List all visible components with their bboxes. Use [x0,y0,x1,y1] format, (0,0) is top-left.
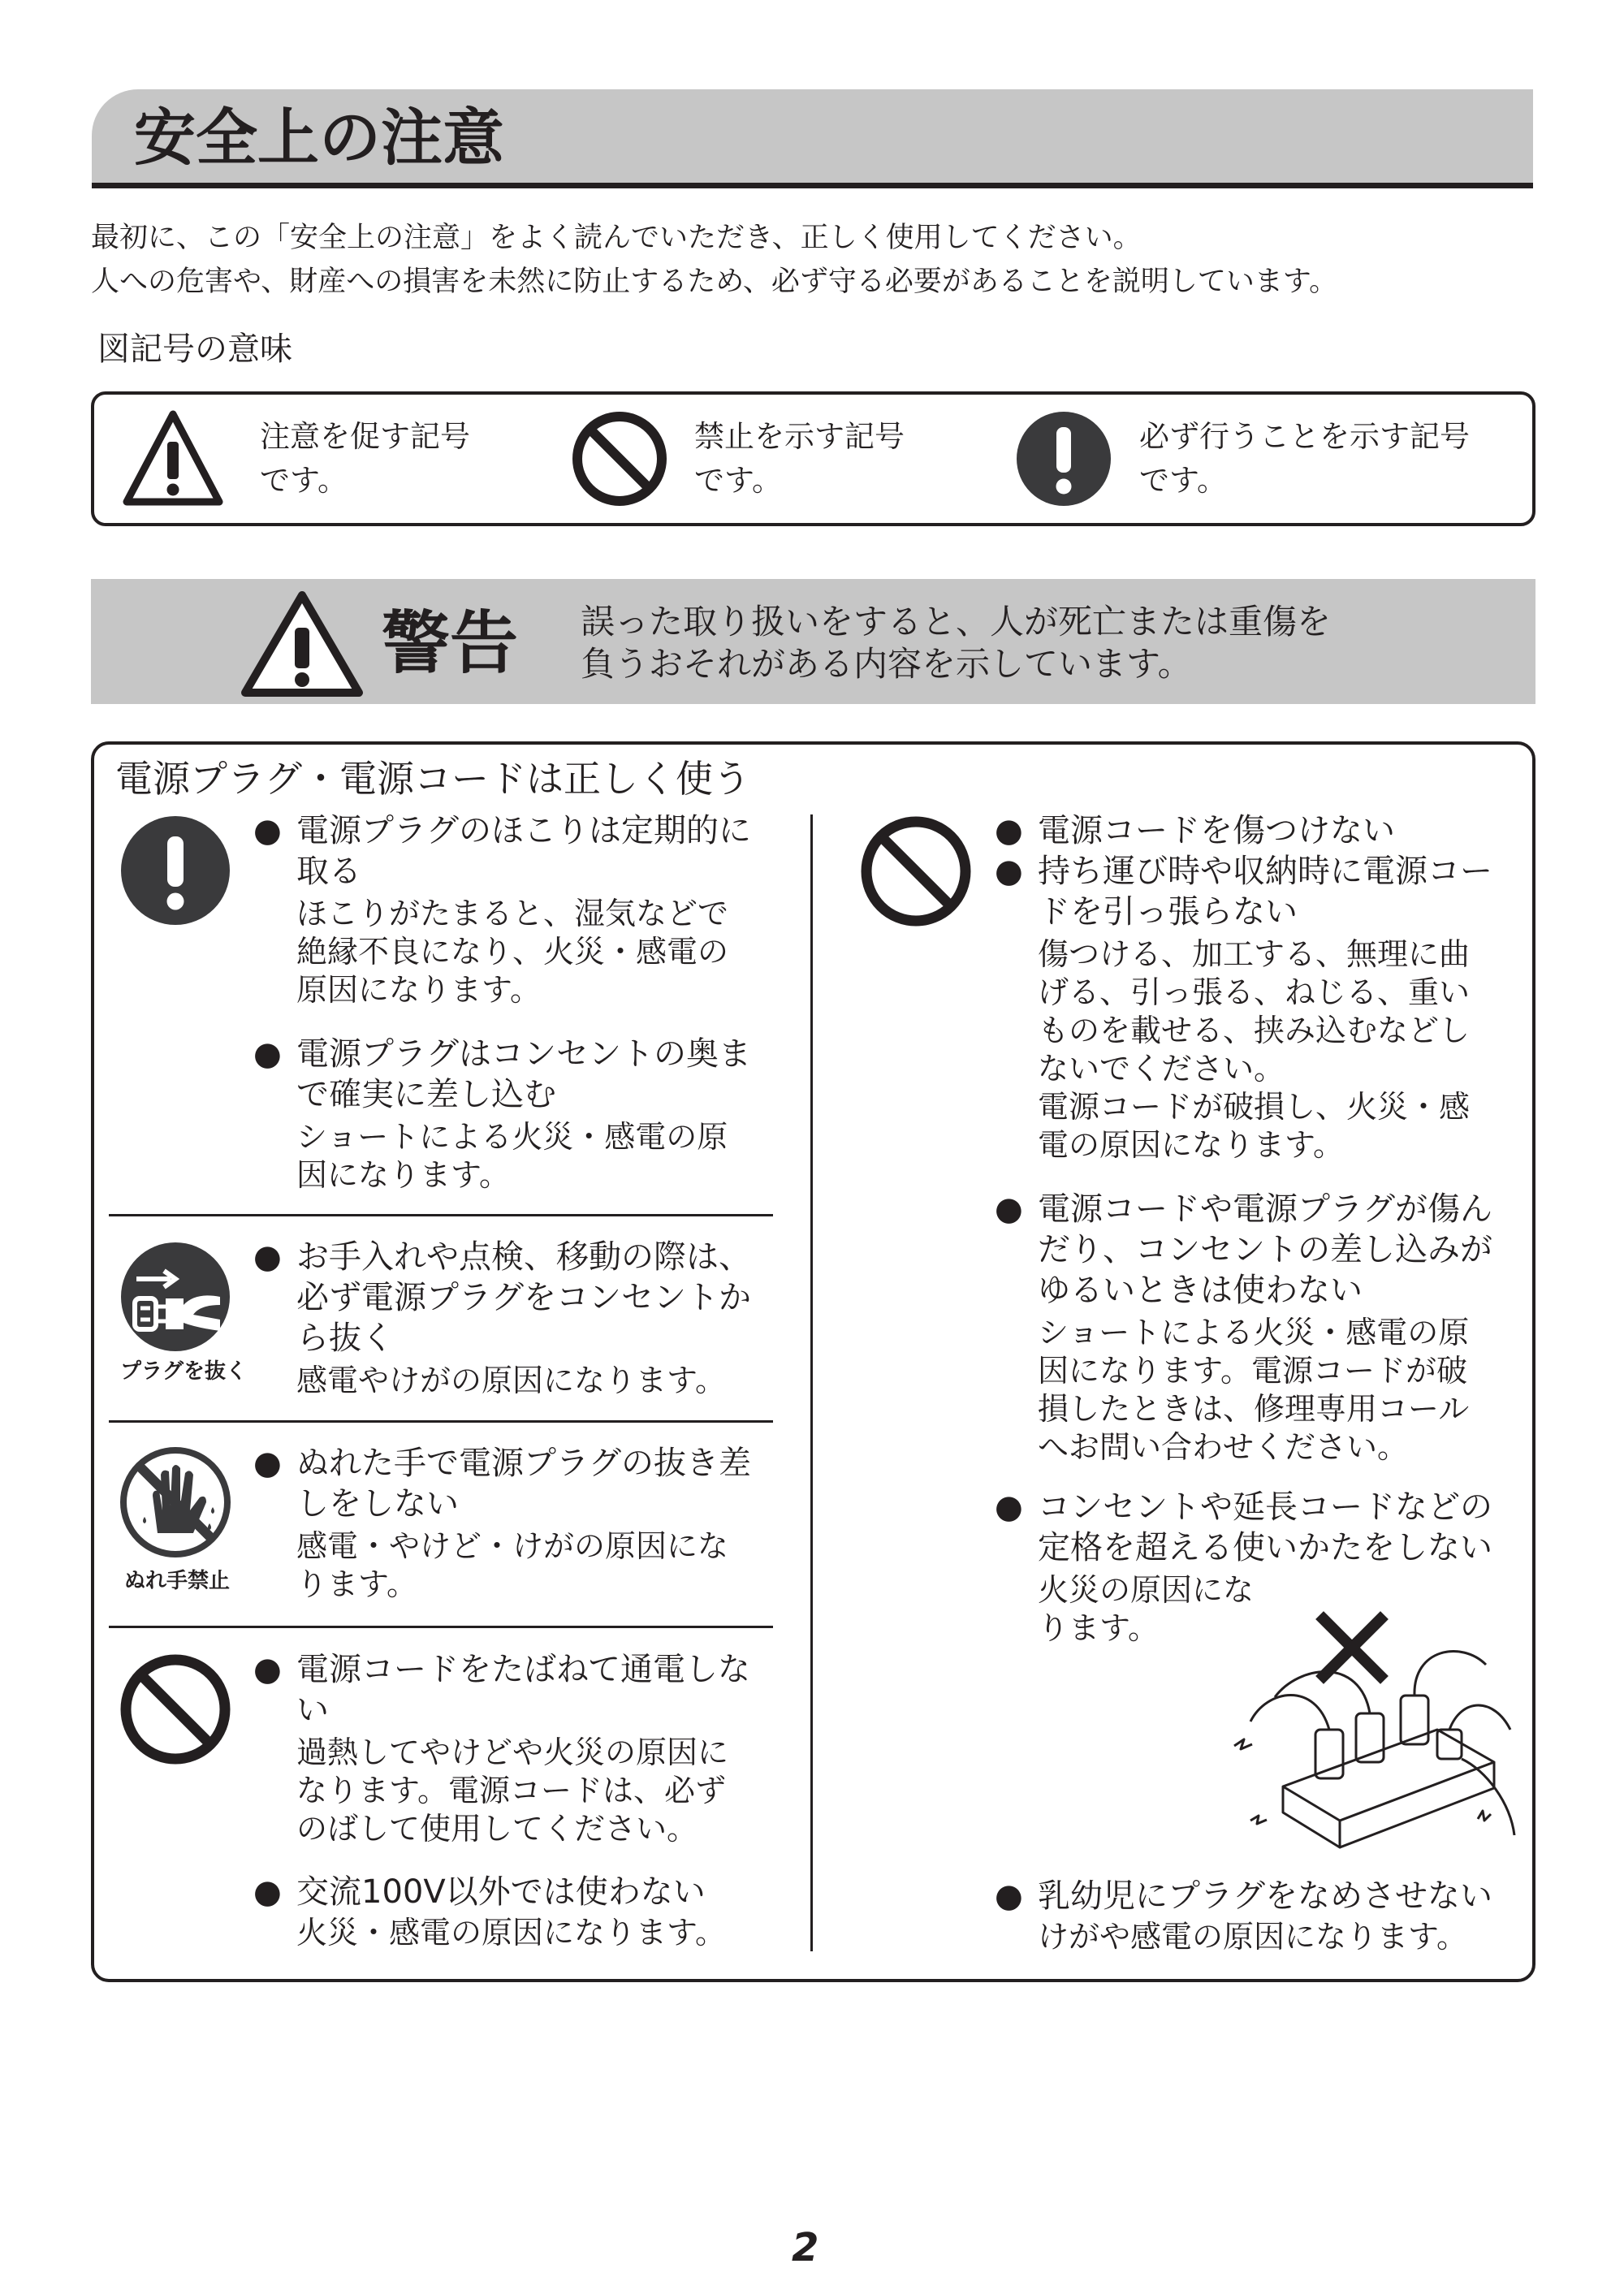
rule-r-item2-text5: 電源コードが破損し、火災・感 [1038,1089,1471,1125]
rule-l4-item2-line1: 交流100V以外では使わない [296,1873,706,1911]
rule-l1-item2-text2: 因になります。 [296,1157,510,1193]
overloaded-power-strip-illustration [1218,1608,1518,1860]
rule-l4-item1-text3: のばして使用してください。 [296,1811,698,1847]
rule-l3-item1-line1: ぬれた手で電源プラグの抜き差 [296,1445,751,1482]
bullet-icon: ● [253,1035,282,1073]
rule-r-item3-line2: だり、コンセントの差し込みが [1038,1231,1492,1268]
rule-l1-item1-text1: ほこりがたまると、湿気などで [296,896,729,931]
bullet-icon: ● [253,1445,282,1482]
rule-r-item2-text1: 傷つける、加工する、無理に曲 [1038,936,1471,972]
prohibition-icon [859,814,973,928]
bullet-icon: ● [253,1873,282,1911]
rule-r-item1-line1: 電源コードを傷つけない [1038,812,1395,849]
page-number: 2 [792,2225,819,2270]
rule-l4-item1-line2: い [296,1691,329,1729]
bullet-icon: ● [995,1190,1023,1228]
rule-r-item2-text3: ものを載せる、挟み込むなどし [1038,1013,1471,1048]
warning-desc-2: 負うおそれがある内容を示しています。 [581,644,1192,684]
symbol-caution-label-1: 注意を促す記号 [260,419,470,454]
intro-line-2: 人への危害や、財産への損害を未然に防止するため、必ず守る必要があることを説明しています。 [91,266,1338,298]
symbol-mandatory-label-1: 必ず行うことを示す記号 [1139,419,1470,454]
rule-l1-item2-text1: ショートによる火災・感電の原 [296,1119,728,1155]
intro-line-1: 最初に、この「安全上の注意」をよく読んでいただき、正しく使用してください。 [91,222,1142,254]
mandatory-icon [1011,406,1116,512]
row-separator [109,1214,773,1216]
bullet-icon: ● [253,1651,282,1688]
symbol-prohibition-label-2: です。 [694,463,783,498]
mandatory-icon [119,814,232,927]
rule-l1-item2-line1: 電源プラグはコンセントの奥ま [296,1035,751,1073]
bullet-icon: ● [995,812,1023,849]
rule-r-item3-text3: 損したときは、修理専用コール [1038,1391,1470,1427]
symbol-prohibition-label-1: 禁止を示す記号 [694,419,905,454]
symbols-heading: 図記号の意味 [97,330,292,368]
bullet-icon: ● [995,853,1023,890]
rule-r-item2-text2: げる、引っ張る、ねじる、重い [1038,974,1471,1010]
rule-r-item4-line1: コンセントや延長コードなどの [1038,1488,1492,1526]
prohibition-icon [119,1652,232,1766]
rule-r-item3-text2: 因になります。電源コードが破 [1038,1353,1467,1389]
rule-l3-item1-line2: しをしない [296,1485,459,1523]
rule-l4-item1-line1: 電源コードをたばねて通電しな [296,1651,750,1688]
rule-r-item2-text4: ないでください。 [1038,1051,1285,1087]
rule-r-item4-text1: 火災の原因にな [1038,1572,1255,1608]
warning-triangle-icon [237,587,367,701]
bullet-icon: ● [253,1238,282,1276]
rule-l1-item2-line2: で確実に差し込む [296,1076,556,1113]
rule-r-item3-line1: 電源コードや電源プラグが傷ん [1038,1190,1492,1228]
row-separator [109,1420,773,1423]
bullet-icon: ● [995,1877,1023,1915]
warning-desc-1: 誤った取り扱いをすると、人が死亡または重傷を [581,602,1332,642]
rule-l2-item1-text1: 感電やけがの原因になります。 [296,1363,726,1398]
rule-l4-item2-text1: 火災・感電の原因になります。 [296,1915,726,1951]
rule-r-item5-line1: 乳幼児にプラグをなめさせない [1038,1877,1492,1915]
rule-l1-item1-text2: 絶縁不良になり、火災・感電の [296,934,729,970]
bullet-icon: ● [253,812,282,849]
caution-triangle-icon [120,406,226,512]
rule-l4-item1-text2: なります。電源コードは、必ず [296,1773,726,1808]
rule-r-item2-text6: 電の原因になります。 [1038,1127,1344,1163]
wet-hands-caption: ぬれ手禁止 [124,1569,231,1593]
unplug-icon [119,1240,232,1354]
rule-l1-item1-line1: 電源プラグのほこりは定期的に [296,812,751,849]
rule-l4-item1-text1: 過熱してやけどや火災の原因に [296,1735,729,1770]
rule-r-item2-line2: ドを引っ張らない [1038,893,1298,931]
column-divider [810,814,813,1951]
row-separator [109,1626,773,1628]
unplug-caption: プラグを抜く [120,1359,248,1384]
symbol-mandatory-label-2: です。 [1139,463,1228,498]
rule-r-item5-text1: けがや感電の原因になります。 [1038,1919,1467,1955]
rule-l3-item1-text2: ります。 [296,1566,417,1602]
rule-l3-item1-text1: 感電・やけど・けがの原因にな [296,1528,729,1564]
rule-l1-item1-line2: 取る [296,853,361,890]
rule-r-item4-text2: ります。 [1038,1610,1159,1646]
rule-r-item4-line2: 定格を超える使いかたをしない [1038,1529,1492,1566]
symbols-box [91,391,1535,526]
rule-r-item3-line3: ゆるいときは使わない [1038,1272,1363,1309]
rule-l2-item1-line2: 必ず電源プラグをコンセントか [296,1279,751,1316]
rule-r-item3-text1: ショートによる火災・感電の原 [1038,1315,1470,1350]
warning-title: 警告 [382,603,519,683]
wet-hands-prohibited-icon [119,1445,232,1559]
rule-l2-item1-line1: お手入れや点検、移動の際は、 [296,1238,751,1276]
rule-l1-item1-text3: 原因になります。 [296,972,541,1008]
symbol-caution-label-2: です。 [260,463,348,498]
page-title: 安全上の注意 [134,102,504,174]
rules-heading: 電源プラグ・電源コードは正しく使う [115,757,750,801]
rule-l2-item1-line3: ら抜く [296,1320,394,1357]
rule-r-item2-line1: 持ち運び時や収納時に電源コー [1038,853,1492,890]
bullet-icon: ● [995,1488,1023,1526]
prohibition-icon [567,406,672,512]
rule-r-item3-text4: へお問い合わせください。 [1038,1429,1409,1465]
